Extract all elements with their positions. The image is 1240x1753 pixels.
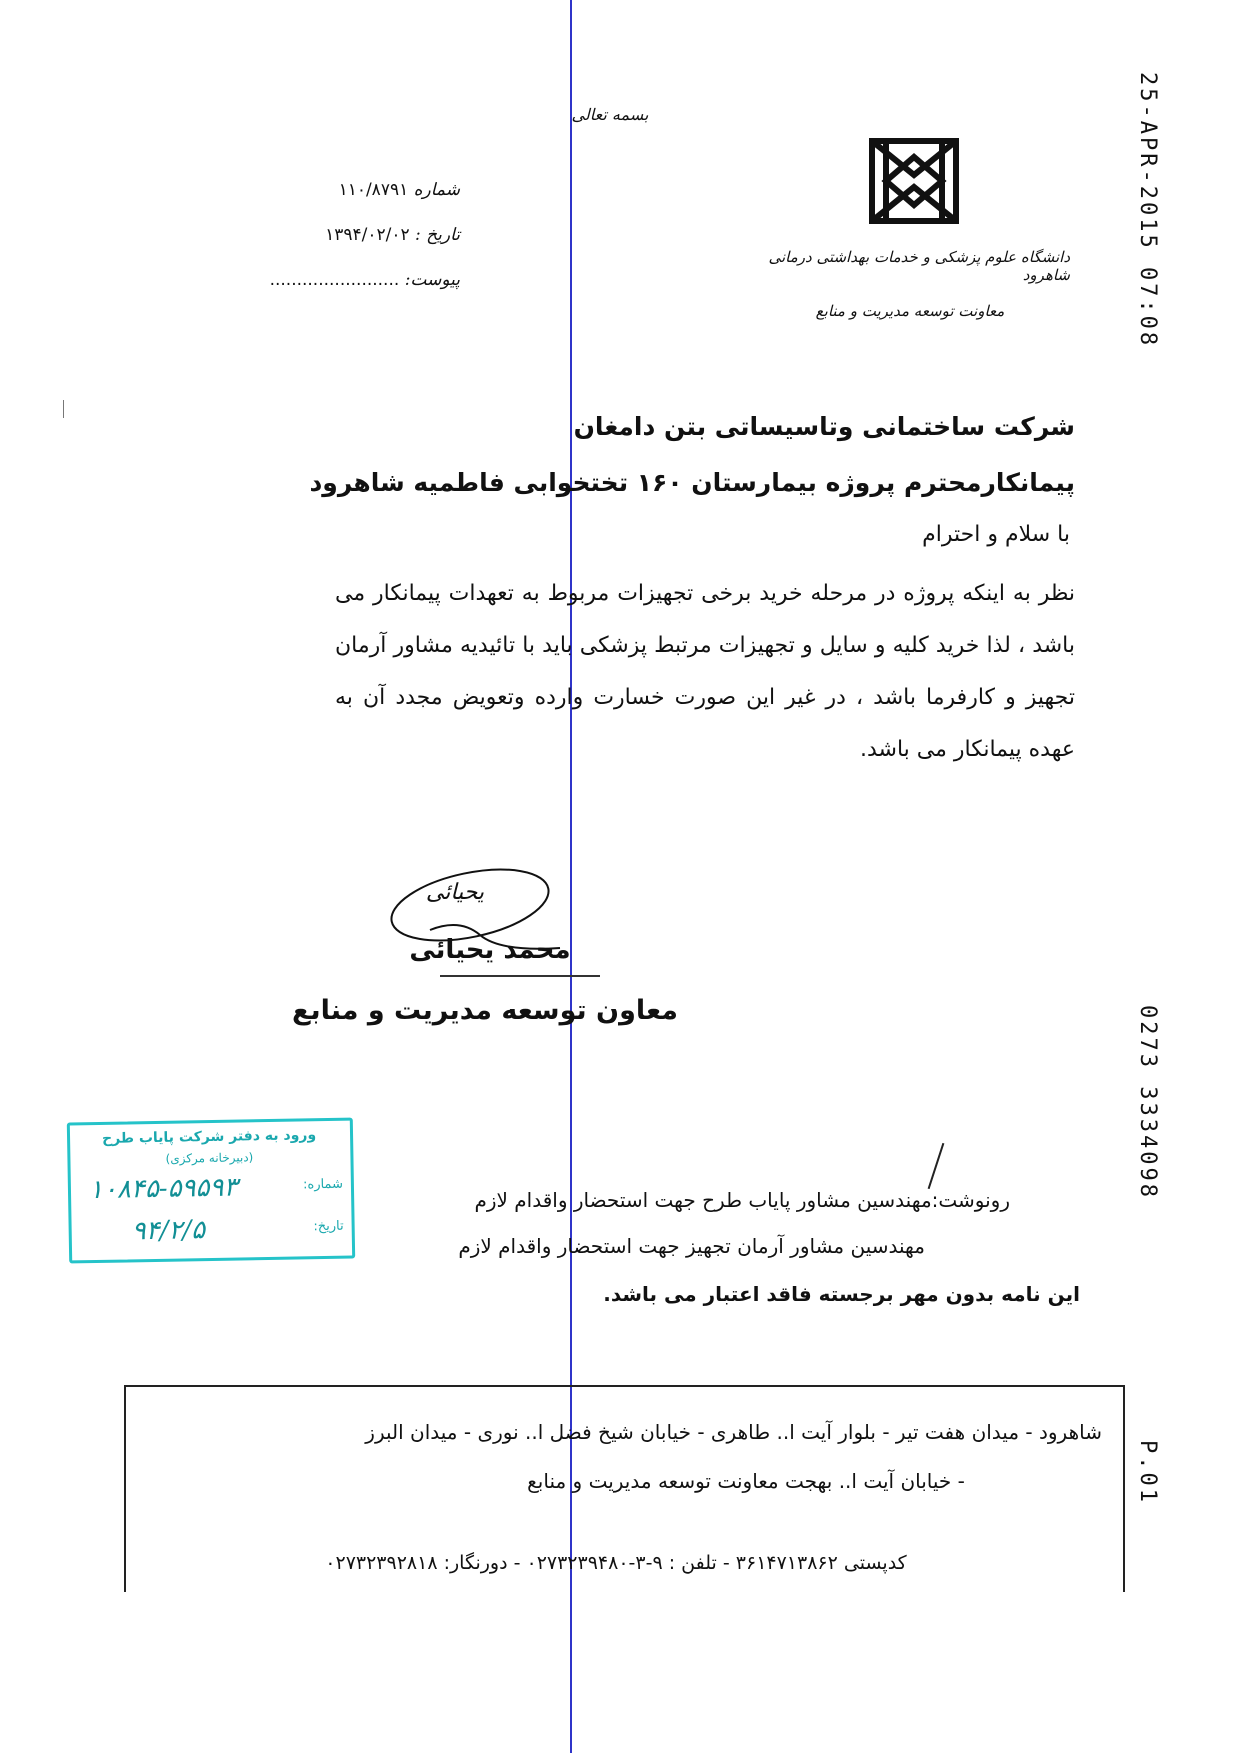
scan-streak-left <box>63 400 64 418</box>
footer-address-line1: شاهرود - میدان هفت تیر - بلوار آیت ا.. طاهری - خیابان شیخ فضل ا.. نوری - میدان البرز <box>365 1420 1102 1444</box>
addressee-contractor: پیمانکارمحترم پروژه بیمارستان ۱۶۰ تختخوابی فاطمیه شاهرود <box>309 468 1075 497</box>
attach-label: پیوست: <box>404 270 460 290</box>
cc-tick-mark <box>928 1143 945 1189</box>
validity-notice: این نامه بدون مهر برجسته فاقد اعتبار می باشد. <box>603 1282 1080 1306</box>
date-value: ۱۳۹۴/۰۲/۰۲ <box>325 225 410 245</box>
stamp-date-label: تاریخ: <box>313 1218 344 1235</box>
number-value: ۱۱۰/۸۷۹۱ <box>338 180 409 200</box>
fax-number: 0273 3334098 <box>1135 1005 1160 1200</box>
footer-box <box>124 1385 1125 1592</box>
registration-stamp <box>67 1118 355 1264</box>
stamp-date-value: ۹۴/۲/۵ <box>131 1215 206 1247</box>
stamp-line2: (دبیرخانه مرکزی) <box>165 1150 254 1166</box>
deputy-name: معاونت توسعه مدیریت و منابع <box>815 302 1005 320</box>
letter-date <box>230 225 460 245</box>
fax-timestamp: 25-APR-2015 07:08 <box>1135 72 1160 349</box>
stamp-line1: ورود به دفتر شرکت پایاب طرح <box>101 1127 317 1147</box>
attach-value: ........................ <box>269 270 400 290</box>
fax-page: P.01 <box>1135 1440 1160 1505</box>
date-label: تاریخ : <box>415 225 460 245</box>
signatory-name: محمد یحیائی <box>409 935 571 965</box>
signature-handwritten: یحیائی <box>425 880 485 905</box>
footer-address-line2: - خیابان آیت ا.. بهجت معاونت توسعه مدیریت و منابع <box>527 1469 965 1493</box>
footer-contact: کدپستی ۳۶۱۴۷۱۳۸۶۲ - تلفن : ۹-۳-۰۲۷۳۲۳۹۴۸۰ - دورنگار: ۰۲۷۳۲۳۹۲۸۱۸ <box>325 1552 907 1574</box>
signatory-title: معاون توسعه مدیریت و منابع <box>292 995 678 1026</box>
number-label: شماره <box>413 180 460 200</box>
addressee-company: شرکت ساختمانی وتاسیساتی بتن دامغان <box>573 412 1075 441</box>
letter-attachment <box>230 270 460 290</box>
cc-line1: رونوشت:مهندسین مشاور پایاب طرح جهت استحضار واقدام لازم <box>474 1188 1010 1212</box>
university-name: دانشگاه علوم پزشکی و خدمات بهداشتی درمانی شاهرود <box>768 248 1070 284</box>
letter-body: نظر به اینکه پروژه در مرحله خرید برخی تجهیزات مربوط به تعهدات پیمانکار می باشد ، لذا خرید کلیه و سایل و تجهیزات مرتبط پزشکی باید با تائیدیه مشاور آرمان تجهیز و کارفرما باشد ، در غیر این صورت خسارت وارده وتعویض مجدد آن به عهده پیمانکار می باشد. <box>335 581 1075 762</box>
greeting: با سلام و احترام <box>922 522 1070 547</box>
cc-line2: مهندسین مشاور آرمان تجهیز جهت استحضار واقدام لازم <box>458 1234 925 1258</box>
letter-number <box>250 180 460 200</box>
bismillah: بسمه تعالی <box>571 105 649 124</box>
stamp-number-label: شماره: <box>302 1176 344 1193</box>
university-logo <box>866 135 962 227</box>
signature-underline <box>440 975 600 977</box>
stamp-number-value: ۱۰۸۴۵-۵۹۵۹۳ <box>88 1172 238 1206</box>
